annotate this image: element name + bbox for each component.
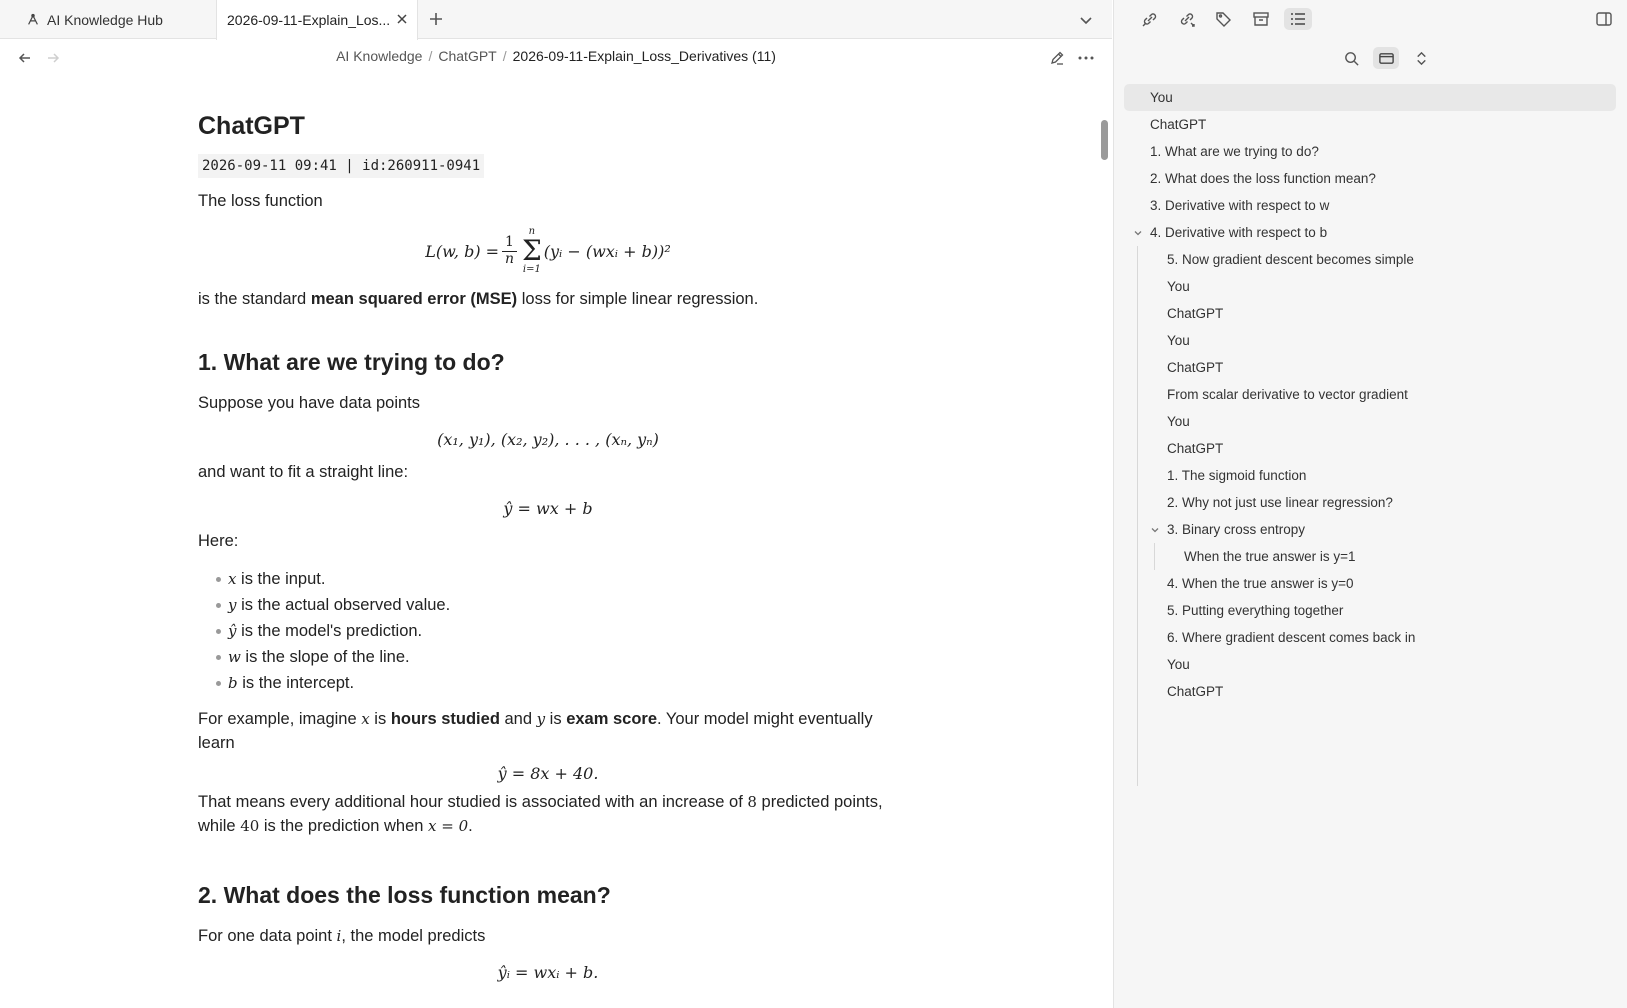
list-item-text: is the model's prediction. — [236, 622, 423, 641]
list-item — [216, 592, 898, 618]
math-symbol: y — [228, 596, 237, 615]
nav-header — [0, 40, 1112, 76]
math-loss-equation — [198, 226, 898, 276]
backlinks-button[interactable] — [1136, 8, 1164, 30]
outline-search-button[interactable] — [1338, 47, 1364, 69]
pencil-icon[interactable] — [1049, 50, 1065, 66]
outline-item[interactable] — [1124, 543, 1616, 570]
outgoing-links-button[interactable] — [1173, 8, 1201, 30]
tags-button[interactable] — [1210, 8, 1238, 30]
math-fraction-num: 1 — [502, 235, 517, 251]
math-loss-rhs: (yᵢ − (wxᵢ + b))² — [543, 241, 671, 261]
math-symbol: y — [536, 710, 546, 729]
text-span: is — [369, 710, 391, 729]
math-symbol: ŷ — [228, 622, 237, 641]
outline-item-label: ChatGPT — [1167, 441, 1224, 456]
outline-item-label: ChatGPT — [1167, 684, 1224, 699]
outline-item[interactable] — [1124, 84, 1616, 111]
outline-item[interactable] — [1124, 165, 1616, 192]
outline-list — [1124, 84, 1616, 705]
outline-item[interactable] — [1124, 381, 1616, 408]
paragraph-example — [198, 708, 898, 756]
text-span: . — [468, 817, 473, 836]
toggle-sidebar-button[interactable] — [1590, 8, 1618, 30]
outline-item[interactable] — [1124, 597, 1616, 624]
more-horizontal-icon[interactable] — [1077, 50, 1095, 66]
outline-item[interactable] — [1124, 678, 1616, 705]
chevron-down-icon[interactable] — [1078, 12, 1094, 28]
paragraph-intro: The loss function — [198, 192, 323, 211]
outline-item-label: You — [1167, 414, 1190, 429]
math-symbol: x = 0 — [428, 817, 469, 836]
list-icon — [1289, 10, 1307, 28]
outline-item-label: 4. When the true answer is y=0 — [1167, 576, 1354, 591]
text-span: while — [198, 817, 241, 836]
tab-current-note[interactable] — [216, 0, 418, 40]
outline-item[interactable] — [1124, 435, 1616, 462]
tab-label: 2026-09-11-Explain_Los... — [227, 12, 391, 28]
list-item — [216, 670, 898, 696]
text-span: , the model predicts — [341, 927, 486, 946]
outline-item-label: 2. Why not just use linear regression? — [1167, 495, 1393, 510]
outline-item-label: 5. Now gradient descent becomes simple — [1167, 252, 1414, 267]
paragraph-data-points: Suppose you have data points — [198, 394, 421, 413]
definition-list — [198, 566, 898, 696]
plus-icon[interactable] — [427, 10, 445, 28]
math-example-equation: ŷ = 8x + 40. — [497, 764, 599, 784]
chevron-down-icon[interactable] — [1150, 525, 1160, 535]
breadcrumb — [0, 48, 1112, 64]
outline-item-label: 2. What does the loss function mean? — [1150, 171, 1376, 186]
outline-item-label: You — [1150, 90, 1173, 105]
outline-item-label: 3. Derivative with respect to w — [1150, 198, 1330, 213]
outline-item[interactable] — [1124, 354, 1616, 381]
list-item — [216, 644, 898, 670]
outline-item-label: 5. Putting everything together — [1167, 603, 1344, 618]
link-out-icon — [1178, 10, 1196, 28]
math-symbol: b — [228, 674, 238, 693]
outline-item-label: 1. The sigmoid function — [1167, 468, 1307, 483]
note-meta-code: 2026-09-11 09:41 | id:260911-0941 — [198, 154, 484, 178]
math-symbol: 40 — [240, 817, 260, 836]
math-line-equation: ŷ = wx + b — [503, 499, 593, 519]
text-span: is — [545, 710, 567, 729]
list-item-text: is the slope of the line. — [240, 648, 410, 667]
math-symbol: x — [228, 570, 237, 589]
math-sum — [522, 227, 542, 275]
tab-label: AI Knowledge Hub — [47, 11, 163, 28]
outline-item[interactable] — [1124, 462, 1616, 489]
tag-icon — [1215, 10, 1233, 28]
math-data-points: (x₁, y₁), (x₂, y₂), . . . , (xₙ, yₙ) — [437, 430, 659, 450]
bold-text: mean squared error (MSE) — [310, 290, 518, 309]
paragraph-mse — [198, 288, 898, 312]
sidebar-icon — [1595, 10, 1613, 28]
outline-item-label: You — [1167, 333, 1190, 348]
math-prediction-equation: ŷᵢ = wxᵢ + b. — [497, 963, 599, 983]
math-symbol: w — [228, 648, 241, 667]
text-span: loss for simple linear regression. — [517, 290, 759, 309]
close-icon[interactable] — [395, 12, 409, 26]
bold-text: hours studied — [390, 710, 500, 729]
outline-expand-button[interactable] — [1408, 47, 1434, 69]
tab-ai-knowledge-hub[interactable] — [14, 0, 214, 39]
outline-item-label: ChatGPT — [1167, 306, 1224, 321]
link-in-icon — [1141, 10, 1159, 28]
outline-item-label: From scalar derivative to vector gradient — [1167, 387, 1408, 402]
list-item — [216, 618, 898, 644]
outline-item[interactable] — [1124, 111, 1616, 138]
outline-item[interactable] — [1124, 651, 1616, 678]
chevron-down-icon[interactable] — [1133, 228, 1143, 238]
breadcrumb-separator: / — [502, 48, 507, 64]
paragraph-here: Here: — [198, 532, 239, 551]
text-span: . Your model might eventually learn — [198, 710, 873, 753]
tab-bar — [0, 0, 1112, 39]
outline-item[interactable] — [1124, 624, 1616, 651]
paragraph-one-point — [198, 925, 898, 949]
outline-item[interactable] — [1124, 408, 1616, 435]
math-sum-lower: i=1 — [522, 264, 541, 276]
window-icon — [1378, 50, 1395, 67]
outline-item[interactable] — [1124, 570, 1616, 597]
outline-view-button[interactable] — [1373, 47, 1399, 69]
text-span: predicted points, — [756, 793, 883, 812]
archive-icon — [1252, 10, 1270, 28]
text-span: For example, imagine — [198, 710, 362, 729]
note-content — [198, 100, 898, 994]
text-span: is the standard — [198, 290, 311, 309]
outline-item[interactable] — [1124, 138, 1616, 165]
math-symbol: i — [336, 927, 342, 946]
list-item — [216, 566, 898, 592]
math-fraction-den: n — [504, 250, 515, 267]
heading-section-2: 2. What does the loss function mean? — [198, 882, 611, 909]
math-sum-symbol: Σ — [521, 234, 542, 268]
outline-item-label: You — [1167, 279, 1190, 294]
chevrons-up-down-icon — [1413, 50, 1430, 67]
outline-item-label: 1. What are we trying to do? — [1150, 144, 1319, 159]
outline-item[interactable] — [1124, 516, 1616, 543]
text-span: For one data point — [198, 927, 337, 946]
math-fraction — [502, 235, 517, 267]
scrollbar-thumb[interactable] — [1101, 120, 1108, 160]
outline-item[interactable] — [1124, 300, 1616, 327]
math-loss-lhs: L(w, b) = — [425, 241, 500, 261]
outline-item-label: You — [1167, 657, 1190, 672]
paragraph-meaning — [198, 791, 898, 839]
graph-icon — [26, 13, 40, 27]
bold-text: exam score — [566, 710, 658, 729]
breadcrumb-item-current[interactable]: 2026-09-11-Explain_Loss_Derivatives (11) — [512, 48, 776, 64]
heading-section-1: 1. What are we trying to do? — [198, 349, 505, 376]
outline-item-label: ChatGPT — [1167, 360, 1224, 375]
math-symbol: x — [361, 710, 370, 729]
outline-item[interactable] — [1124, 192, 1616, 219]
text-span: and — [499, 710, 537, 729]
outline-item-label: 3. Binary cross entropy — [1167, 522, 1306, 537]
paragraph-fit-line: and want to fit a straight line: — [198, 463, 409, 482]
outline-item-label: 4. Derivative with respect to b — [1150, 225, 1328, 240]
breadcrumb-separator: / — [428, 48, 433, 64]
outline-item-label: When the true answer is y=1 — [1184, 549, 1356, 564]
outline-item[interactable] — [1124, 327, 1616, 354]
list-item-text: is the actual observed value. — [236, 596, 451, 615]
math-symbol: 8 — [747, 793, 757, 812]
archive-button[interactable] — [1247, 8, 1275, 30]
list-item-text: is the input. — [236, 570, 326, 589]
breadcrumb-item-ai-knowledge[interactable]: AI Knowledge — [336, 48, 423, 64]
text-span: That means every additional hour studied is associated with an increase of — [198, 793, 748, 812]
outline-item[interactable] — [1124, 273, 1616, 300]
outline-sidebar — [1113, 0, 1627, 1008]
search-icon — [1343, 50, 1360, 67]
text-span: is the prediction when — [259, 817, 429, 836]
math-sum-upper: n — [528, 226, 536, 238]
outline-item[interactable] — [1124, 219, 1616, 246]
breadcrumb-item-chatgpt[interactable]: ChatGPT — [438, 48, 497, 64]
list-item-text: is the intercept. — [237, 674, 355, 693]
outline-item-label: 6. Where gradient descent comes back in — [1167, 630, 1416, 645]
outline-button[interactable] — [1284, 8, 1312, 30]
outline-item[interactable] — [1124, 489, 1616, 516]
outline-item-label: ChatGPT — [1150, 117, 1207, 132]
outline-item[interactable] — [1124, 246, 1616, 273]
note-title: ChatGPT — [198, 112, 305, 140]
